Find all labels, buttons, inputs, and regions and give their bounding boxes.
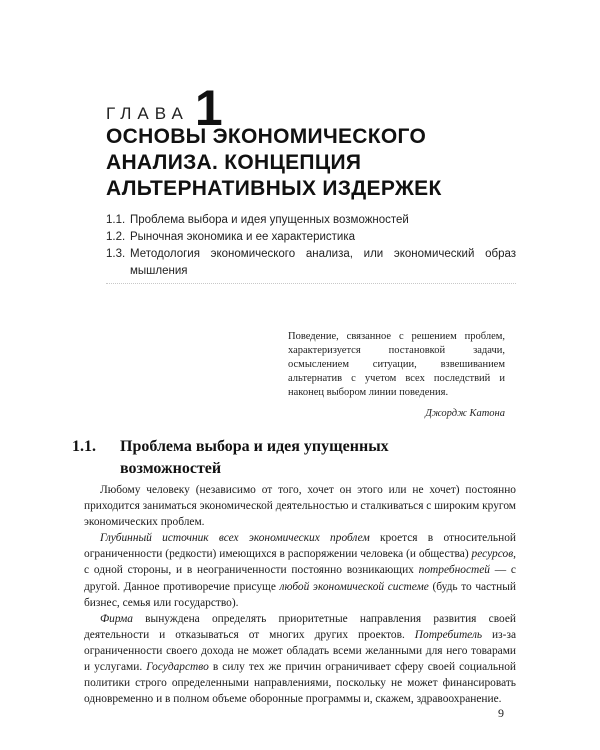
chapter-word: ГЛАВА [106, 104, 189, 123]
text-run: кроется в относительной ограниченности (редкости) имеющихся в распоряжении человека (и общества) [84, 532, 516, 561]
emphasis: Государство [146, 661, 209, 674]
chapter-contents [106, 212, 516, 280]
body-text [84, 482, 516, 707]
epigraph-author: Джордж Катона [425, 408, 505, 419]
toc-item-text: Проблема выбора и идея упущенных возможностей [130, 214, 409, 226]
text-run: , с одной стороны, и в неограниченности постоянно возникающих [84, 548, 516, 577]
paragraph [84, 530, 516, 610]
emphasis: ресурсов [471, 548, 514, 561]
chapter-title [106, 124, 526, 202]
toc-item-text: Методология экономического анализа, или экономический образ мышления [130, 248, 516, 277]
toc-item [106, 212, 516, 229]
paragraph: Любому человеку (независимо от того, хочет он этого или не хочет) постоянно приходится заниматься экономической деятельностью и сталкиваться с широким кругом экономических проблем. [84, 484, 517, 529]
text-run: — с другой. Данное противоречие присуще [84, 564, 516, 593]
chapter-number: 1 [194, 80, 223, 136]
toc-item [106, 229, 516, 246]
emphasis: любой экономической системе [279, 580, 429, 593]
text-run: вынуждена определять приоритетные направления развития своей деятельности и отказываться от многих других проектов. [84, 612, 516, 641]
emphasis: Глубинный источник всех экономических проблем [100, 532, 370, 545]
toc-item-number: 1.2. [106, 231, 126, 243]
emphasis: Потребитель [414, 628, 483, 641]
toc-item-text: Рыночная экономика и ее характеристика [130, 231, 356, 243]
emphasis: потребностей [418, 564, 490, 577]
section-number: 1.1. [72, 438, 96, 455]
chapter-title-line: АНАЛИЗА. КОНЦЕПЦИЯ [106, 151, 362, 174]
toc-item-number: 1.3. [106, 248, 126, 260]
emphasis: Фирма [100, 612, 133, 625]
paragraph [84, 611, 516, 708]
section-title: Проблема выбора и идея упущенных возможностей [120, 438, 389, 477]
text-run: в силу тех же причин ограничивает сферу своей социальной политики строго определенными направлениями, поскольку не может финансировать одновременно и в полном объеме оборонные программы и, скажем, здравоохранение. [84, 661, 516, 706]
toc-item [106, 246, 516, 280]
divider [106, 283, 516, 284]
page-number: 9 [498, 706, 504, 720]
chapter-title-line: АЛЬТЕРНАТИВНЫХ ИЗДЕРЖЕК [106, 177, 442, 200]
section-heading [72, 436, 492, 480]
toc-item-number: 1.1. [106, 214, 126, 226]
text-run: (будь то частный бизнес, семья или государство). [84, 580, 516, 609]
text-run: из-за ограниченности своего дохода не может обладать всеми желанными для него товарами и услугами. [84, 628, 516, 674]
epigraph-text: Поведение, связанное с решением проблем, характеризуется постановкой задачи, осмыслением ситуации, взвешиванием альтернатив с учетом всех последствий и наконец выбором линии поведения. [288, 331, 505, 398]
chapter-title-line: ОСНОВЫ ЭКОНОМИЧЕСКОГО [106, 125, 427, 148]
